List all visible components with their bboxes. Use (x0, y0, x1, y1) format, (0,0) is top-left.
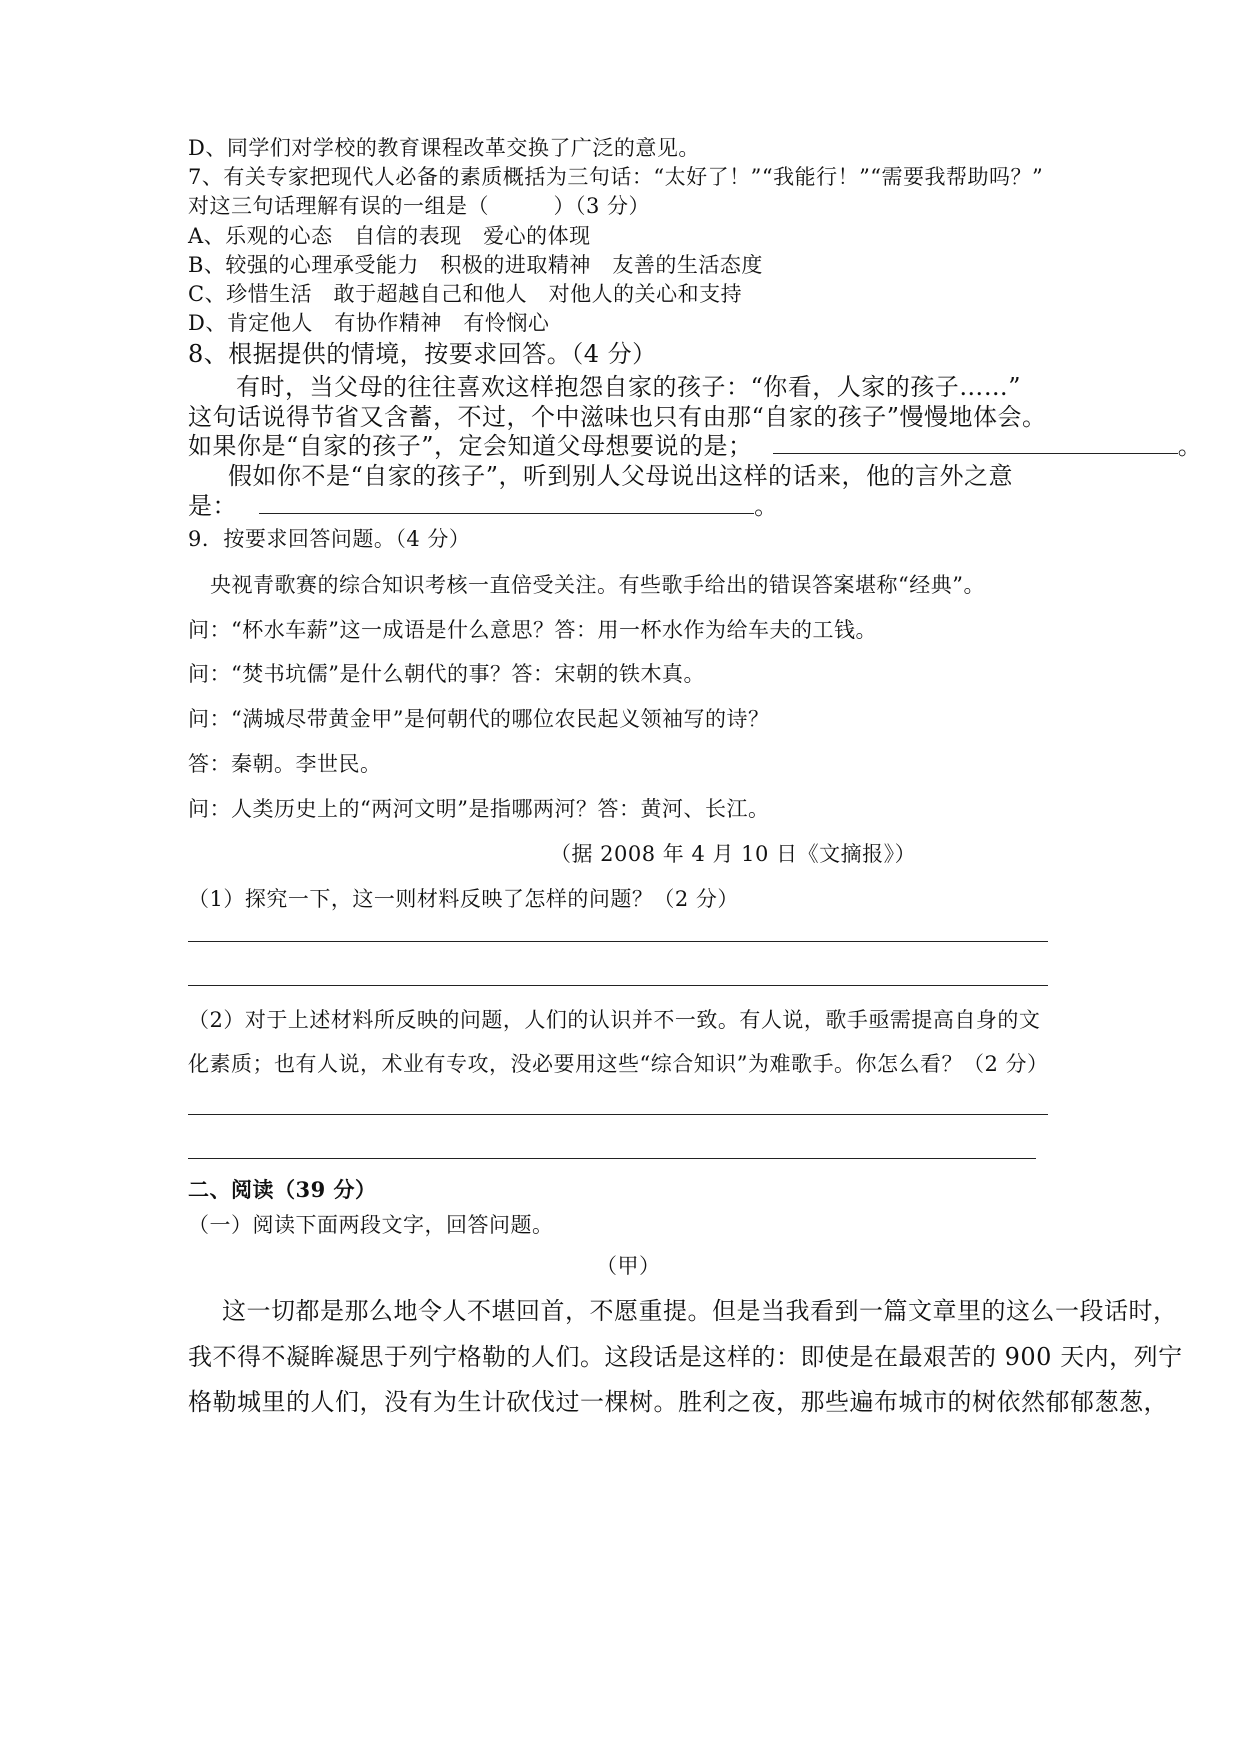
q9-subquestion-1: （1）探究一下，这一则材料反映了怎样的问题？（2 分） (188, 887, 739, 911)
q6-option-d: D、同学们对学校的教育课程改革交换了广泛的意见。 (188, 136, 700, 160)
reading-part-1-instruction: （一）阅读下面两段文字，回答问题。 (188, 1213, 554, 1237)
q7-stem-line1: 7、有关专家把现代人必备的素质概括为三句话：“太好了！”“我能行！”“需要我帮助吗？” (188, 165, 1044, 189)
q7-option-d: D、肯定他人 有协作精神 有怜悯心 (188, 311, 550, 335)
q9-answer-line-1[interactable] (188, 941, 1048, 942)
q9-answer-line-4[interactable] (188, 1158, 1036, 1159)
q9-qa-2: 问：“焚书坑儒”是什么朝代的事？答：宋朝的铁木真。 (188, 662, 705, 686)
passage-line-1: 这一切都是那么地令人不堪回首，不愿重提。但是当我看到一篇文章里的这么一段话时， (222, 1297, 1178, 1325)
q8-answer-blank-2[interactable] (259, 512, 754, 514)
q7-option-a: A、乐观的心态 自信的表现 爱心的体现 (188, 224, 591, 248)
q9-intro: 央视青歌赛的综合知识考核一直倍受关注。有些歌手给出的错误答案堪称“经典”。 (210, 573, 985, 597)
q8-para-line3 (188, 434, 1202, 458)
q8-para-line4: 假如你不是“自家的孩子”，听到别人父母说出这样的话来，他的言外之意 (228, 462, 1014, 490)
q7-stem-line2: 对这三句话理解有误的一组是（ ）（3 分） (188, 194, 651, 218)
passage-line-2: 我不得不凝眸凝思于列宁格勒的人们。这段话是这样的：即使是在最艰苦的 900 天内，列宁 (188, 1343, 1183, 1371)
section-heading: 二、阅读（39 分） (188, 1177, 377, 1202)
q8-answer-blank-1[interactable] (773, 452, 1178, 454)
q9-subquestion-2-line1: （2）对于上述材料所反映的问题，人们的认识并不一致。有人说，歌手亟需提高自身的文 (188, 1008, 1041, 1032)
q9-subquestion-2-line2: 化素质；也有人说，术业有专攻，没必要用这些“综合知识”为难歌手。你怎么看？（2 分） (188, 1052, 1049, 1076)
q9-answer-line-3[interactable] (188, 1114, 1048, 1115)
passage-label-jia: （甲） (596, 1254, 661, 1278)
q7-option-c: C、珍惜生活 敢于超越自己和他人 对他人的关心和支持 (188, 282, 743, 306)
passage-line-3: 格勒城里的人们，没有为生计砍伐过一棵树。胜利之夜，那些遍布城市的树依然郁郁葱葱， (188, 1388, 1168, 1416)
q8-para-line5 (188, 494, 779, 518)
q9-qa-4: 问：人类历史上的“两河文明”是指哪两河？答：黄河、长江。 (188, 797, 770, 821)
q8-prompt-1: 如果你是“自家的孩子”，定会知道父母想要说的是； (188, 432, 753, 460)
q9-qa-3: 问：“满城尽带黄金甲”是何朝代的哪位农民起义领袖写的诗？ (188, 707, 770, 731)
q8-stem: 8、根据提供的情境，按要求回答。（4 分） (188, 340, 657, 368)
q9-qa-1: 问：“杯水车薪”这一成语是什么意思？答：用一杯水作为给车夫的工钱。 (188, 618, 877, 642)
q9-stem: 9．按要求回答问题。（4 分） (188, 527, 471, 551)
q8-period-2: 。 (754, 492, 779, 520)
q9-answer-line-2[interactable] (188, 985, 1048, 986)
q8-para-line2: 这句话说得节省又含蓄，不过，个中滋味也只有由那“自家的孩子”慢慢地体会。 (188, 403, 1047, 431)
q7-option-b: B、较强的心理承受能力 积极的进取精神 友善的生活态度 (188, 253, 763, 277)
q9-source: （据 2008 年 4 月 10 日《文摘报》） (550, 842, 917, 866)
q8-prompt-2: 是： (188, 492, 237, 520)
q9-qa-3-answer: 答：秦朝。李世民。 (188, 752, 382, 776)
q8-para-line1: 有时，当父母的往往喜欢这样抱怨自家的孩子：“你看，人家的孩子……” (236, 373, 1022, 401)
q8-period-1: 。 (1177, 432, 1203, 460)
